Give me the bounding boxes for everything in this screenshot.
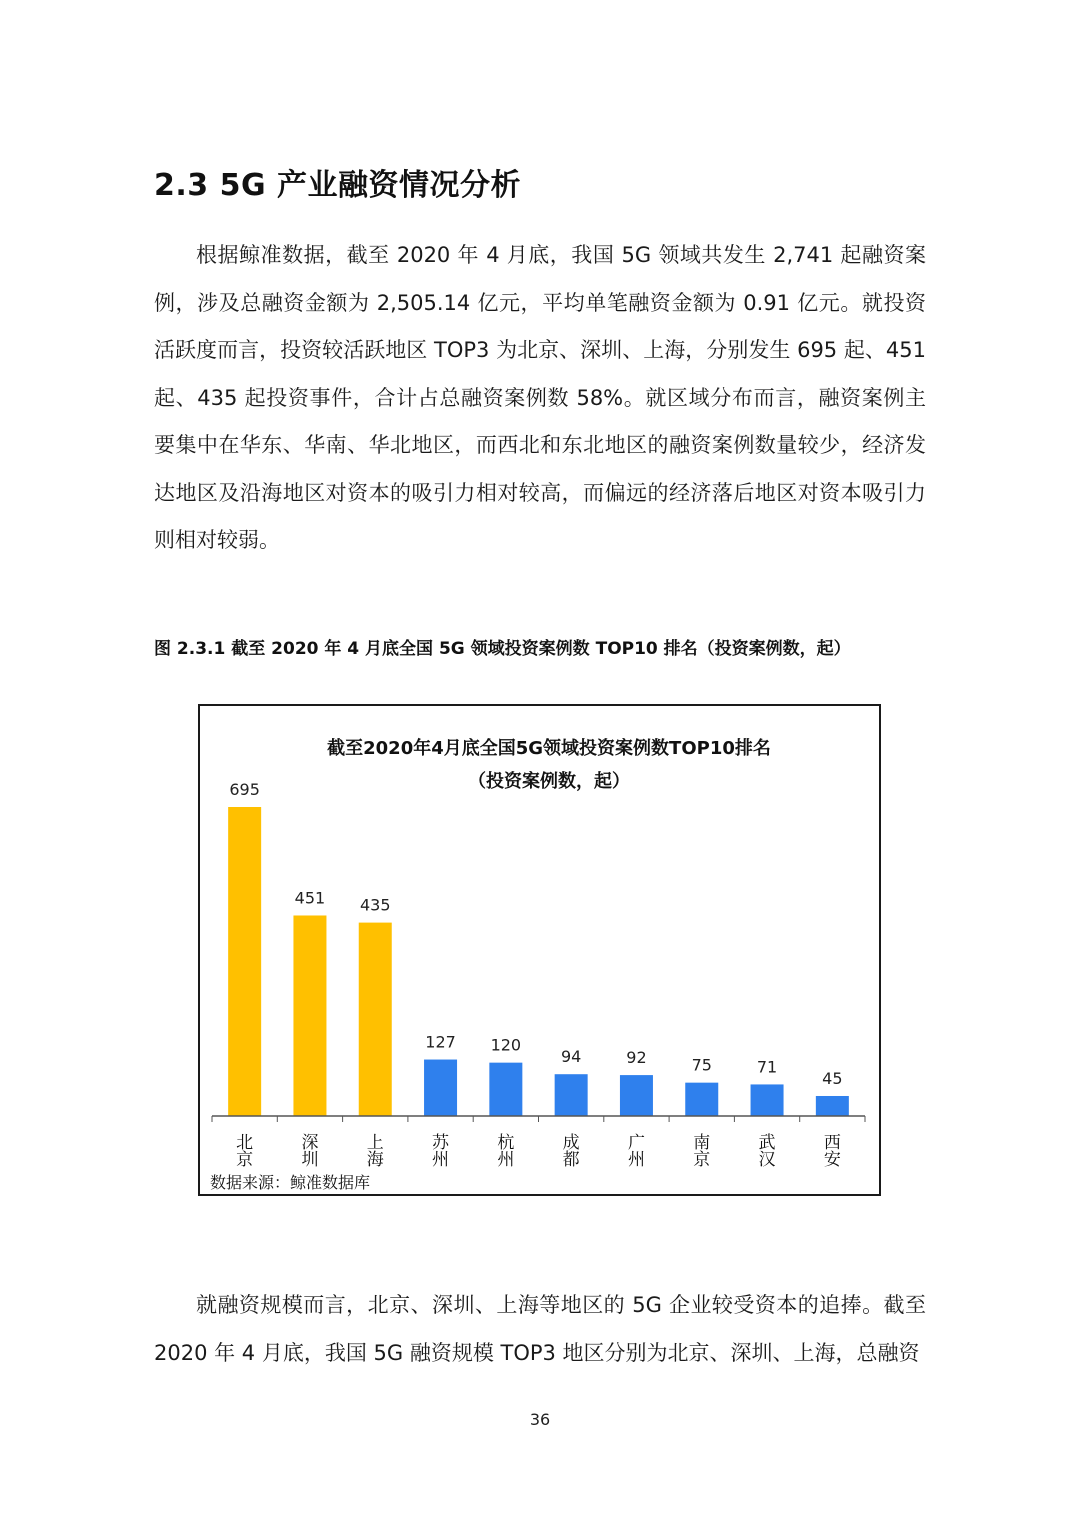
data-label: 45 bbox=[822, 1068, 843, 1088]
bar-chart bbox=[200, 706, 879, 1194]
figure-caption: 图 2.3.1 截至 2020 年 4 月底全国 5G 领域投资案例数 TOP10 排名（投资案例数，起） bbox=[154, 639, 851, 659]
bar-9 bbox=[751, 1084, 784, 1116]
category-label: 深圳 bbox=[301, 1133, 319, 1170]
bar-10 bbox=[816, 1096, 849, 1116]
bar-2 bbox=[293, 915, 326, 1116]
bar-1 bbox=[228, 807, 261, 1116]
data-label: 435 bbox=[359, 895, 391, 915]
x-axis-labels bbox=[236, 1133, 841, 1170]
data-label: 127 bbox=[425, 1032, 456, 1052]
bar-7 bbox=[620, 1075, 653, 1116]
category-label: 北京 bbox=[236, 1133, 254, 1170]
bar-3 bbox=[359, 923, 392, 1116]
chart-title: 截至2020年4月底全国5G领域投资案例数TOP10排名 bbox=[327, 738, 771, 759]
data-label: 71 bbox=[756, 1057, 778, 1077]
bar-series bbox=[228, 780, 849, 1116]
data-label: 120 bbox=[490, 1035, 522, 1055]
body-paragraph-1: 根据鲸准数据，截至 2020 年 4 月底，我国 5G 领域共发生 2,741 起融资案例，涉及总融资金额为 2,505.14 亿元，平均单笔融资金额为 0.91 亿元。就投资活跃度而言，投资较活跃地区 TOP3 为北京、深圳、上海，分别发生 695 起、451 起、435 起投资事件，合计占总融资案例数 58%。就区域分布而言，融资案例主要集中在华东、华南、华北地区，而西北和东北地区的融资案例数量较少，经济发达地区及沿海地区对资本的吸引力相对较高，而偏远的经济落后地区对资本吸引力则相对较弱。 bbox=[154, 243, 926, 552]
bar-chart-frame bbox=[198, 704, 881, 1196]
data-label: 451 bbox=[294, 888, 326, 908]
bar-6 bbox=[555, 1074, 588, 1116]
data-label: 94 bbox=[560, 1047, 582, 1067]
category-label: 杭州 bbox=[497, 1133, 515, 1170]
category-label: 成都 bbox=[562, 1133, 580, 1170]
data-label: 92 bbox=[626, 1048, 647, 1068]
category-label: 西安 bbox=[823, 1133, 841, 1170]
category-label: 南京 bbox=[693, 1133, 711, 1170]
body-paragraph-2: 就融资规模而言，北京、深圳、上海等地区的 5G 企业较受资本的追捧。截至 2020 年 4 月底，我国 5G 融资规模 TOP3 地区分别为北京、深圳、上海，总融资 bbox=[154, 1293, 926, 1365]
bar-4 bbox=[424, 1060, 457, 1116]
section-title: 2.3 5G 产业融资情况分析 bbox=[154, 168, 522, 203]
chart-subtitle: （投资案例数，起） bbox=[468, 771, 630, 792]
data-label: 695 bbox=[229, 780, 260, 799]
x-axis-ticks bbox=[212, 1116, 865, 1122]
bar-8 bbox=[685, 1083, 718, 1116]
category-label: 武汉 bbox=[758, 1133, 776, 1170]
category-label: 广州 bbox=[627, 1133, 645, 1170]
category-label: 上海 bbox=[366, 1133, 384, 1170]
page-number: 36 bbox=[529, 1410, 551, 1429]
data-label: 75 bbox=[691, 1055, 712, 1075]
bar-5 bbox=[489, 1063, 522, 1116]
chart-source: 数据来源：鲸准数据库 bbox=[210, 1173, 371, 1192]
category-label: 苏州 bbox=[432, 1133, 450, 1170]
